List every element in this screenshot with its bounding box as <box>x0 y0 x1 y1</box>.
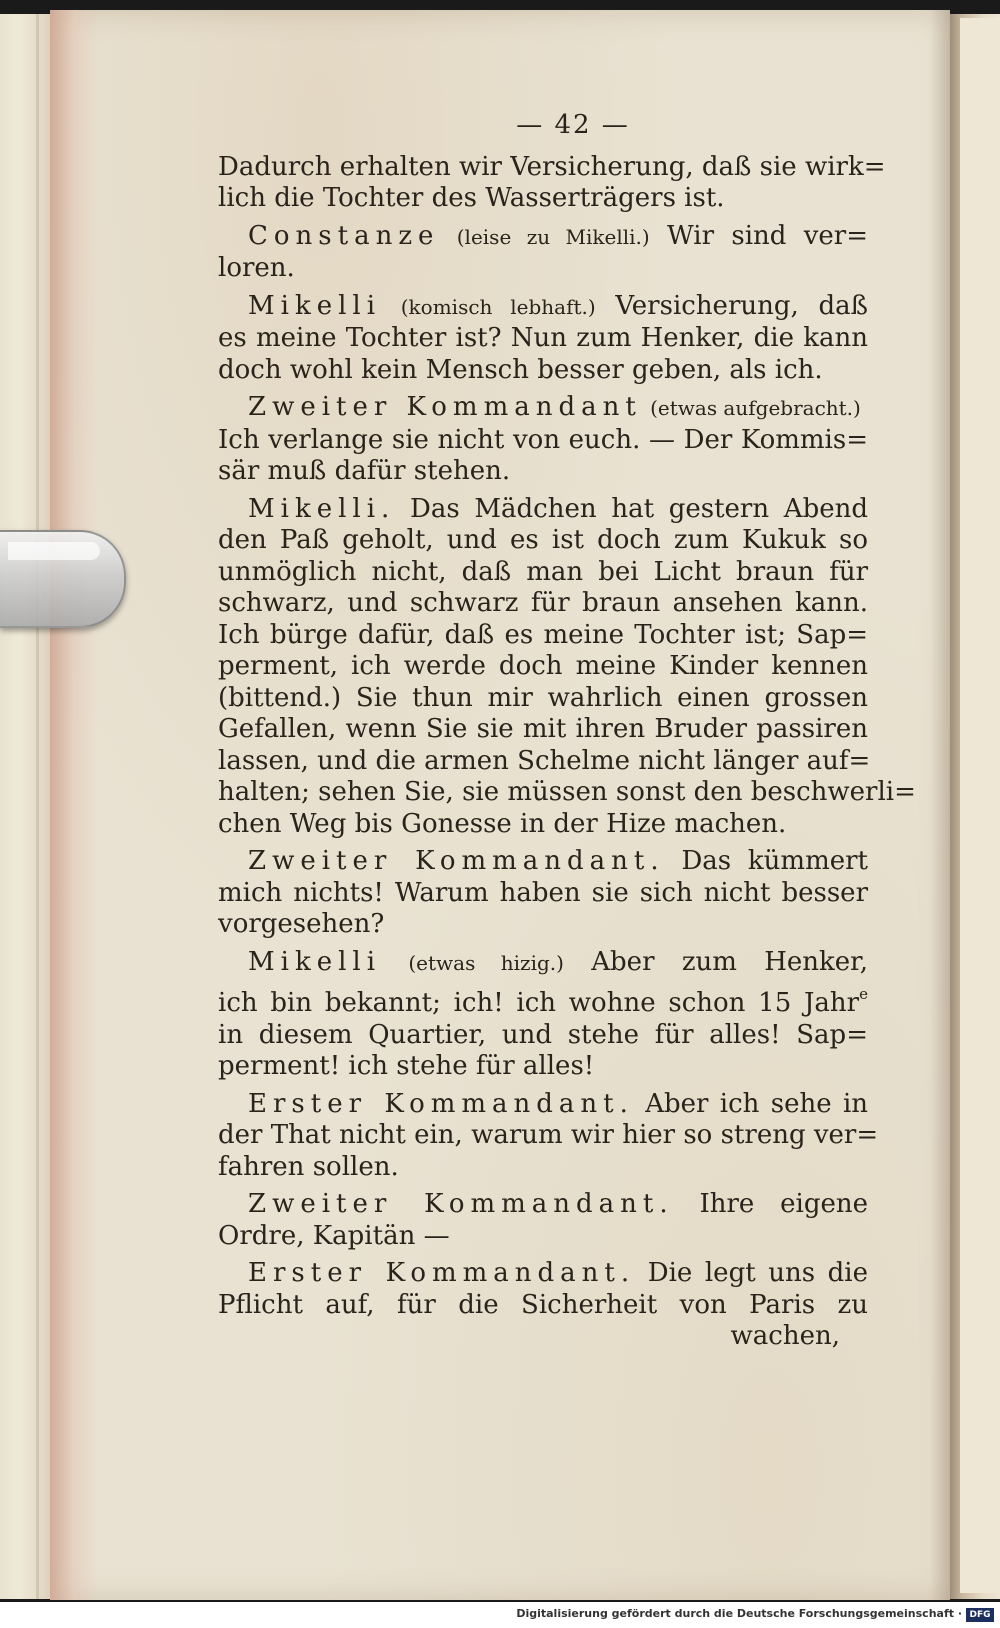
next-page-surface <box>960 18 1000 1593</box>
speaker-line <box>218 947 868 980</box>
speech-text: Ihre eigene <box>699 1189 869 1219</box>
speaker-name: Zweiter Kommandant <box>248 392 642 422</box>
paragraph <box>218 1258 868 1353</box>
text-line: Ordre, Kapitän — <box>218 1220 450 1251</box>
speech-text: Die legt uns die <box>647 1258 868 1288</box>
paragraph <box>218 1189 868 1252</box>
text-line: (bittend.) Sie thun mir wahrlich einen grossen <box>218 682 868 713</box>
text-line: perment, ich werde doch meine Kinder kennen <box>218 651 868 681</box>
speaker-line <box>218 846 868 878</box>
text-line: fahren sollen. <box>218 1151 399 1182</box>
speaker-line <box>218 1189 868 1221</box>
speaker-name: Zweiter Kommandant. <box>248 846 665 876</box>
speaker-line <box>218 1258 868 1290</box>
speech-text: Das Mädchen hat gestern Abend <box>410 493 869 524</box>
speech-text: Das kümmert <box>681 846 869 876</box>
speech-text: Wir sind ver= <box>667 220 869 251</box>
text-line: schwarz, und schwarz für braun ansehen kann. <box>218 588 868 618</box>
catchword: wachen, <box>730 1321 840 1351</box>
dfg-logo: DFG <box>966 1608 994 1622</box>
speaker-line <box>218 291 868 324</box>
text-line: halten; sehen Sie, sie müssen sonst den beschwerli= <box>218 777 916 807</box>
page-right-shadow <box>930 10 950 1600</box>
digitization-footer <box>0 1602 1000 1628</box>
speaker-name: Erster Kommandant. <box>248 1088 634 1119</box>
funding-credit: Digitalisierung gefördert durch die Deutsche Forschungsgemeinschaft · <box>516 1607 962 1620</box>
text-line: sär muß dafür stehen. <box>218 456 511 486</box>
speaker-name: Zweiter Kommandant. <box>248 1189 674 1219</box>
paragraph <box>218 493 916 841</box>
paragraph <box>218 846 868 941</box>
speaker-line <box>218 494 868 526</box>
text-line-body: ich bin bekannt; ich! ich wohne schon 15 Jahr <box>218 988 860 1018</box>
stage-direction: (etwas aufgebracht.) <box>650 396 861 420</box>
speaker-line <box>218 1089 868 1121</box>
text-line: Dadurch erhalten wir Versicherung, daß sie wirk= <box>218 151 886 182</box>
paragraph <box>218 151 886 215</box>
text-line: den Paß geholt, und es ist doch zum Kukuk so <box>218 525 868 555</box>
speaker-name: Mikelli <box>248 946 382 977</box>
speaker-line <box>218 221 868 254</box>
speech-text: Aber zum Henker, <box>591 946 869 977</box>
speaker-line <box>218 392 868 425</box>
speaker-name: Erster Kommandant. <box>248 1258 636 1288</box>
page-text-block <box>218 110 916 1359</box>
text-line: doch wohl kein Mensch besser geben, als ich. <box>218 354 823 385</box>
speech-text: Aber ich sehe in <box>645 1088 869 1119</box>
text-line: chen Weg bis Gonesse in der Hize machen. <box>218 808 787 839</box>
stage-direction: (komisch lebhaft.) <box>400 294 596 319</box>
text-line: perment! ich stehe für alles! <box>218 1051 595 1081</box>
page-gutter-shadow <box>50 10 98 1600</box>
text-line: mich nichts! Warum haben sie sich nicht besser <box>218 877 868 908</box>
text-line: lassen, und die armen Schelme nicht länger auf= <box>218 745 871 776</box>
text-line: Gefallen, wenn Sie sie mit ihren Bruder passiren <box>218 714 868 744</box>
paragraph <box>218 1088 879 1184</box>
superscript-letter: e <box>859 985 868 1003</box>
text-line: in diesem Quartier, und stehe für alles! Sap= <box>218 1019 868 1050</box>
paragraph <box>218 291 868 387</box>
text-line: lich die Tochter des Wasserträgers ist. <box>218 183 725 213</box>
text-line: Ich bürge dafür, daß es meine Tochter ist; Sap= <box>218 619 868 650</box>
paragraph <box>218 392 868 488</box>
paragraph <box>218 221 868 285</box>
page-number: — 42 — <box>516 110 630 140</box>
speech-text: Versicherung, daß <box>615 290 868 321</box>
stage-direction: (leise zu Mikelli.) <box>456 224 650 249</box>
speaker-name: Mikelli. <box>248 493 396 524</box>
speaker-name: Mikelli <box>248 290 382 321</box>
text-line <box>218 979 868 1020</box>
text-line: vorgesehen? <box>218 909 385 939</box>
stage-direction: (etwas hizig.) <box>408 950 564 975</box>
text-line: es meine Tochter ist? Nun zum Henker, die kann <box>218 323 868 353</box>
text-line: unmöglich nicht, daß man bei Licht braun für <box>218 556 868 587</box>
text-line: Pflicht auf, für die Sicherheit von Paris zu <box>218 1289 868 1320</box>
clip-highlight <box>8 542 100 560</box>
book-edge-stripe <box>36 14 39 1599</box>
paragraph <box>218 947 868 1083</box>
page-clip <box>0 530 126 628</box>
text-line: Ich verlange sie nicht von euch. — Der Kommis= <box>218 424 868 455</box>
text-line: loren. <box>218 253 295 283</box>
speaker-name: Constanze <box>248 220 440 251</box>
text-line: der That nicht ein, warum wir hier so streng ver= <box>218 1120 879 1150</box>
